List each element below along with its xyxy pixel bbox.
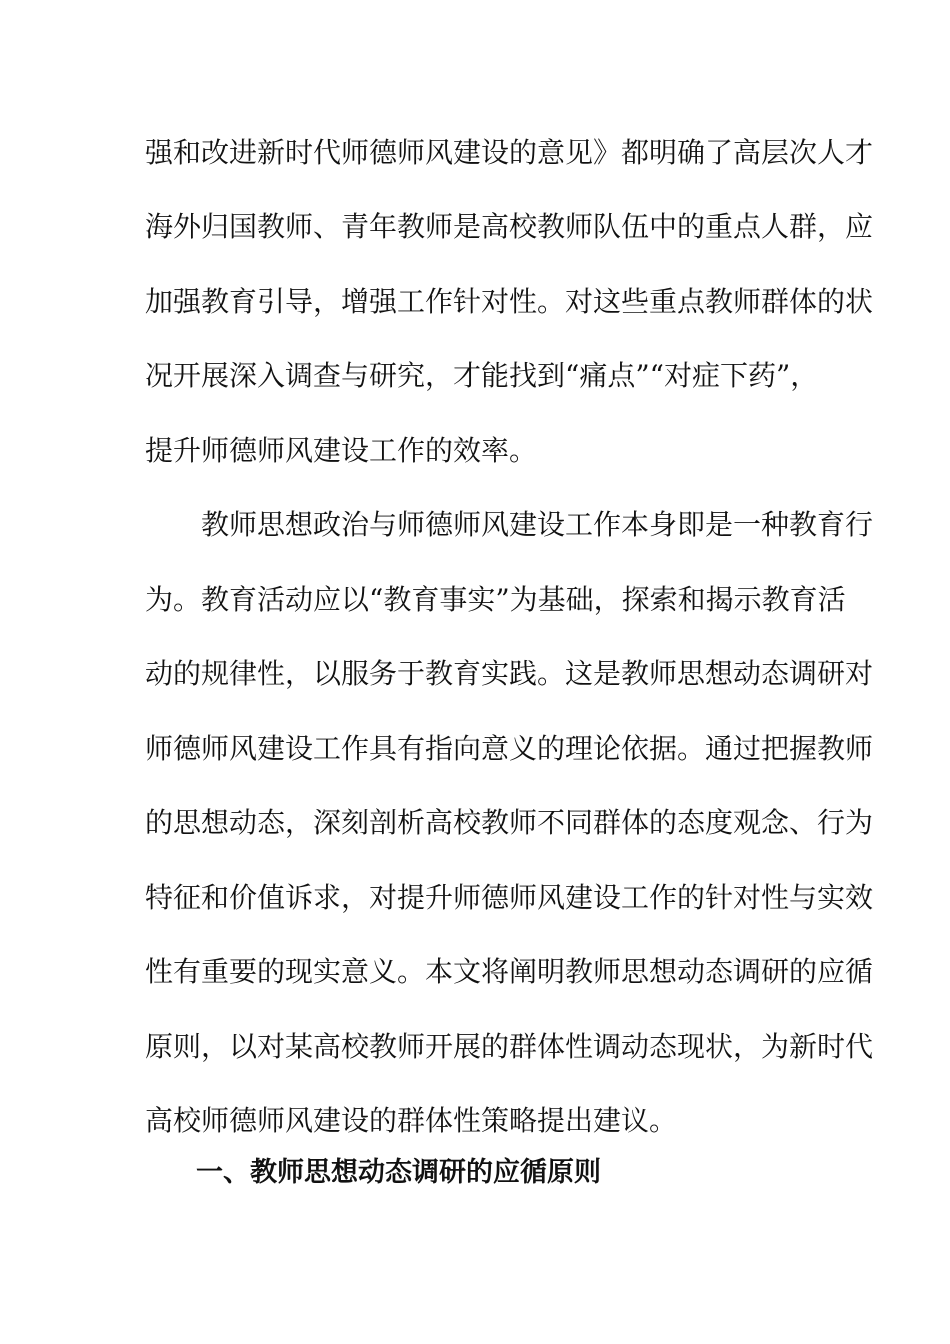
paragraph-1-line-3: 加强教育引导，增强工作针对性。对这些重点教师群体的状 bbox=[145, 285, 874, 318]
paragraph-2-line-5: 的思想动态，深刻剖析高校教师不同群体的态度观念、行为 bbox=[145, 806, 874, 839]
paragraph-2-line-6: 特征和价值诉求，对提升师德师风建设工作的针对性与实效 bbox=[145, 881, 874, 914]
section-heading: 一、教师思想动态调研的应循原则 bbox=[196, 1157, 601, 1188]
paragraph-1-line-2: 海外归国教师、青年教师是高校教师队伍中的重点人群，应 bbox=[145, 210, 874, 243]
paragraph-1-line-4: 况开展深入调查与研究，才能找到“痛点”“对症下药”， bbox=[145, 359, 819, 392]
paragraph-2-line-1: 教师思想政治与师德师风建设工作本身即是一种教育行 bbox=[201, 508, 874, 541]
paragraph-1-line-5: 提升师德师风建设工作的效率。 bbox=[145, 434, 538, 467]
paragraph-2-line-4: 师德师风建设工作具有指向意义的理论依据。通过把握教师 bbox=[145, 732, 874, 765]
paragraph-2-line-8: 原则，以对某高校教师开展的群体性调动态现状，为新时代 bbox=[145, 1030, 874, 1063]
paragraph-2-line-9: 高校师德师风建设的群体性策略提出建议。 bbox=[145, 1104, 678, 1137]
paragraph-2-line-2: 为。教育活动应以“教育事实”为基础，探索和揭示教育活 bbox=[145, 583, 846, 616]
paragraph-2-line-3: 动的规律性，以服务于教育实践。这是教师思想动态调研对 bbox=[145, 657, 874, 690]
paragraph-2-line-7: 性有重要的现实意义。本文将阐明教师思想动态调研的应循 bbox=[145, 955, 874, 988]
paragraph-1-line-1: 强和改进新时代师德师风建设的意见》都明确了高层次人才 bbox=[145, 136, 874, 169]
